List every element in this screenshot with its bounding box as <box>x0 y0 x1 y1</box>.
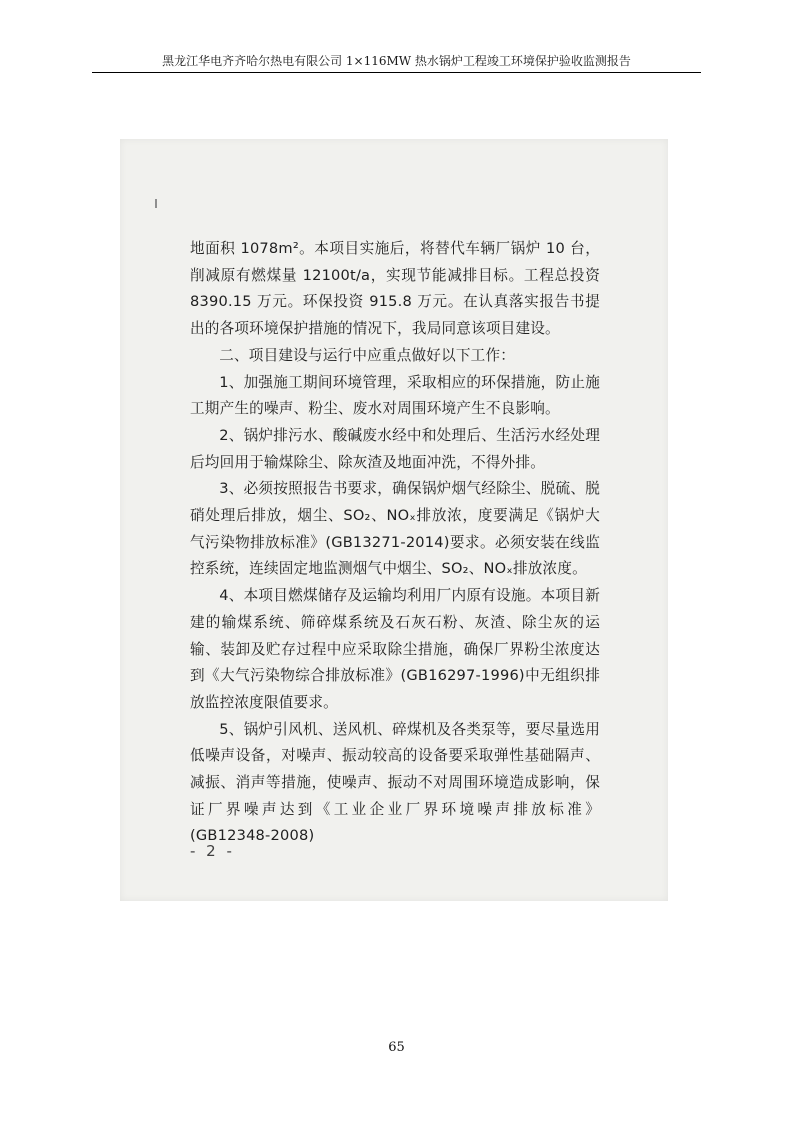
paragraph-item-1: 1、加强施工期间环境管理，采取相应的环保措施，防止施工期产生的噪声、粉尘、废水对周围环境产生不良影响。 <box>190 373 600 418</box>
page-number: 65 <box>388 1040 405 1055</box>
paragraph-item-5: 5、锅炉引风机、送风机、碎煤机及各类泵等，要尽量选用低噪声设备，对噪声、振动较高的设备要采取弹性基础隔声、减振、消声等措施，使噪声、振动不对周围环境造成影响，保证厂界噪声达到《工业企业厂界环境噪声排放标准》(GB12348-2008) <box>190 720 600 845</box>
letter-body <box>190 236 600 850</box>
running-header: 黑龙江华电齐齐哈尔热电有限公司 1×116MW 热水锅炉工程竣工环境保护验收监测报告 <box>162 54 631 68</box>
scan-page-marker: - 2 - <box>190 842 235 860</box>
paragraph-item-2: 2、锅炉排污水、酸碱废水经中和处理后、生活污水经处理后均回用于输煤除尘、除灰渣及地面冲洗，不得外排。 <box>190 426 600 471</box>
paragraph-project-summary: 地面积 1078m²。本项目实施后，将替代车辆厂锅炉 10 台，削减原有燃煤量 12100t/a，实现节能减排目标。工程总投资 8390.15 万元。环保投资 915.8 万元。在认真落实报告书提出的各项环境保护措施的情况下，我局同意该项目建设。 <box>190 240 600 338</box>
scan-speck <box>155 199 157 208</box>
header-divider <box>92 72 701 73</box>
paragraph-item-3: 3、必须按照报告书要求，确保锅炉烟气经除尘、脱硫、脱硝处理后排放，烟尘、SO₂、NOₓ排放浓，度要满足《锅炉大气污染物排放标准》(GB13271-2014)要求。必须安装在线监控系统，连续固定地监测烟气中烟尘、SO₂、NOₓ排放浓度。 <box>190 480 600 578</box>
paragraph-section-two-heading: 二、项目建设与运行中应重点做好以下工作： <box>219 346 516 364</box>
paragraph-item-4: 4、本项目燃煤储存及运输均利用厂内原有设施。本项目新建的输煤系统、筛碎煤系统及石灰石粉、灰渣、除尘灰的运输、装卸及贮存过程中应采取除尘措施，确保厂界粉尘浓度达到《大气污染物综合排放标准》(GB16297-1996)中无组织排放监控浓度限值要求。 <box>190 587 600 711</box>
